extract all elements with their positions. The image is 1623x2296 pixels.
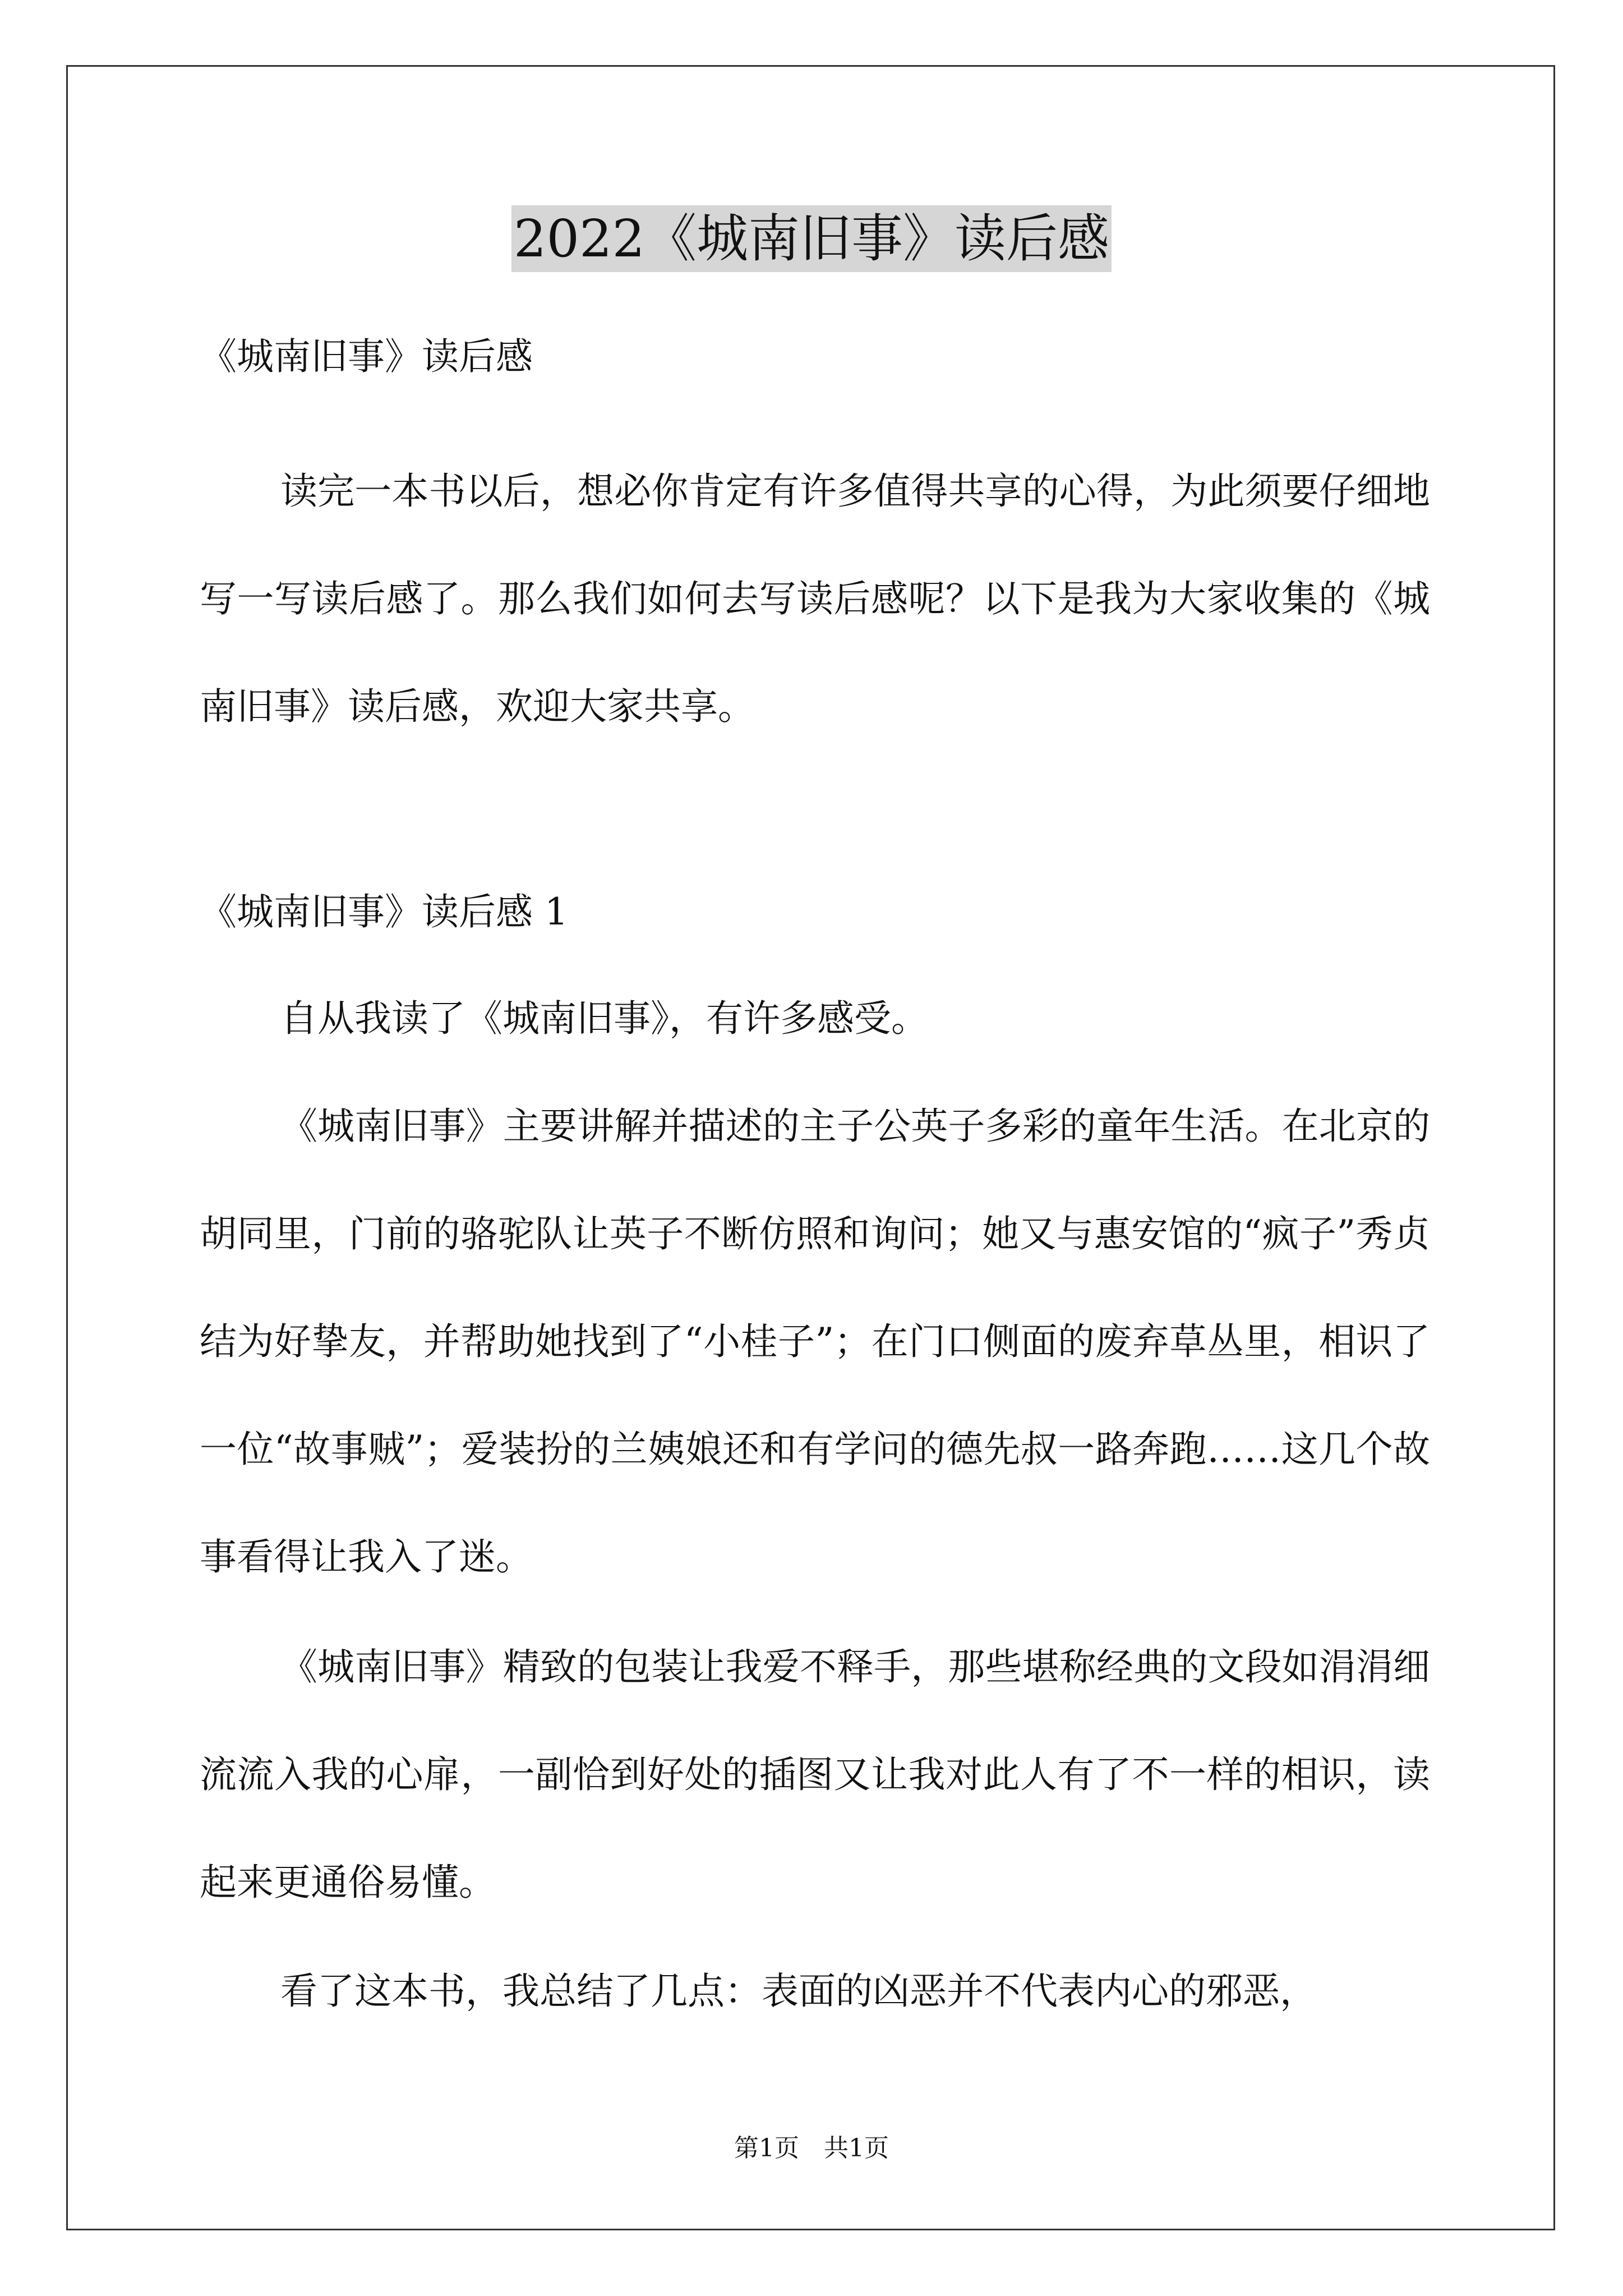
paragraph-1: 自从我读了《城南旧事》，有许多感受。 [280, 997, 928, 1040]
paragraph-4: 看了这本书，我总结了几点：表面的凶恶并不代表内心的邪恶， [280, 1970, 1317, 2013]
page-number: 第1页 共1页 [734, 2134, 889, 2162]
document-title-text: 2022《城南旧事》读后感 [511, 205, 1112, 272]
paragraph-3: 《城南旧事》精致的包装让我爱不释手，那些堪称经典的文段如涓涓细流流入我的心扉，一副恰到好处的插图又让我对此人有了不一样的相识，读起来更通俗易懂。 [200, 1645, 1430, 1904]
paragraph-2: 《城南旧事》主要讲解并描述的主子公英子多彩的童年生活。在北京的胡同里，门前的骆驼队让英子不断仿照和询问；她又与惠安馆的“疯子”秀贞结为好挚友，并帮助她找到了“小桂子”；在门口侧面的废弃草丛里，相识了一位“故事贼”；爱装扮的兰姨娘还和有学问的德先叔一路奔跑……这几个故事看得让我入了迷。 [200, 1105, 1430, 1579]
document-title [0, 200, 1623, 278]
intro-paragraph: 读完一本书以后，想必你肯定有许多值得共享的心得，为此须要仔细地写一写读后感了。那么我们如何去写读后感呢？以下是我为大家收集的《城南旧事》读后感，欢迎大家共享。 [200, 470, 1430, 728]
page-footer [0, 2132, 1623, 2165]
subheading: 《城南旧事》读后感 [200, 335, 533, 378]
section-heading: 《城南旧事》读后感 1 [200, 890, 568, 933]
